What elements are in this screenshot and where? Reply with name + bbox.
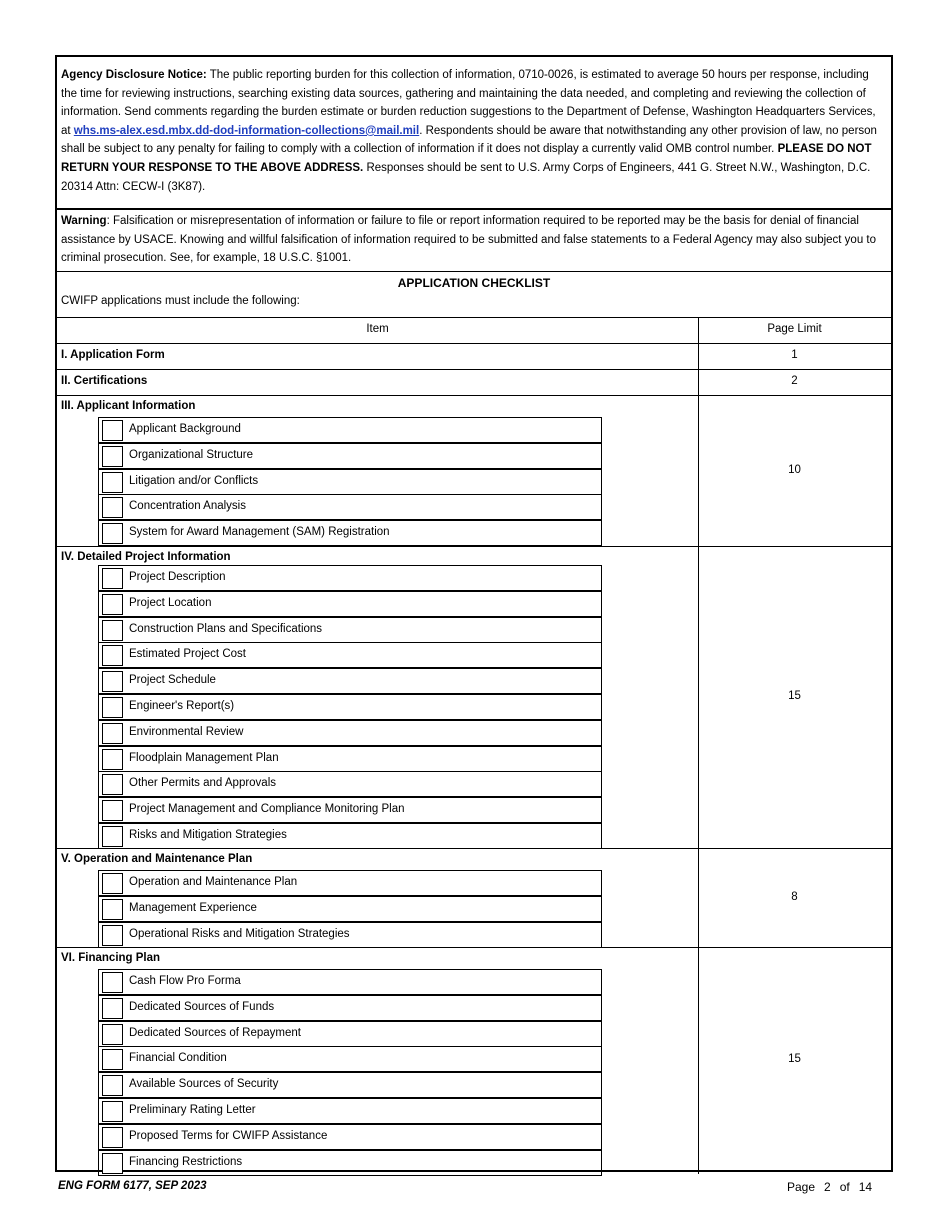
checklist-section <box>57 849 891 948</box>
checklist-item-label: Concentration Analysis <box>129 500 246 512</box>
checklist-item-label: Project Description <box>129 571 226 583</box>
checklist-item <box>98 797 602 823</box>
checklist-item <box>98 642 602 668</box>
checklist-item-label: System for Award Management (SAM) Registration <box>129 526 390 538</box>
checklist-item <box>98 896 602 922</box>
checklist-item <box>98 565 602 591</box>
checklist-checkbox[interactable] <box>102 420 123 441</box>
checklist-checkbox[interactable] <box>102 1101 123 1122</box>
checklist-item-label: Engineer's Report(s) <box>129 700 235 712</box>
checklist-checkbox[interactable] <box>102 523 123 544</box>
column-header-page-limit: Page Limit <box>767 323 822 335</box>
page-current: 2 <box>824 1180 831 1194</box>
checklist-item <box>98 995 602 1021</box>
checklist-item <box>98 1124 602 1150</box>
checklist-item-label: Available Sources of Security <box>129 1078 279 1090</box>
checklist-checkbox[interactable] <box>102 697 123 718</box>
checklist-item <box>98 969 602 995</box>
checklist-section <box>57 396 891 547</box>
checklist-item-label: Litigation and/or Conflicts <box>129 475 259 487</box>
checklist-item-label: Project Schedule <box>129 674 216 686</box>
checklist-checkbox[interactable] <box>102 446 123 467</box>
section-page-limit: 8 <box>791 890 798 903</box>
checklist-section <box>57 344 891 370</box>
checklist-checkbox[interactable] <box>102 594 123 615</box>
section-page-limit: 2 <box>791 375 798 387</box>
page-of-label: of <box>839 1180 850 1194</box>
notice-text-2: . Respondents should be aware that notwithstanding any other provision of law, no person shall be subject to any penalty for failing to comply with a collection of information if it does not display a currently valid OMB control number. <box>61 124 877 156</box>
checklist-item-label: Operation and Maintenance Plan <box>129 876 298 888</box>
checklist-item <box>98 1021 602 1047</box>
checklist-item <box>98 746 602 772</box>
checklist-section <box>57 948 891 1174</box>
checklist-checkbox[interactable] <box>102 749 123 770</box>
section-page-limit: 15 <box>788 1053 801 1065</box>
notice-text-3: Responses should be sent to U.S. Army Corps of Engineers, 441 G. Street N.W., Washington, D.C. 20314 Attn: CECW-I (3K87). <box>61 161 871 193</box>
checklist-checkbox[interactable] <box>102 826 123 847</box>
section-title: V. Operation and Maintenance Plan <box>61 853 253 865</box>
checklist-item-label: Financial Condition <box>129 1052 227 1064</box>
checklist-item <box>98 922 602 948</box>
checklist-item-label: Organizational Structure <box>129 449 254 461</box>
checklist-checkbox[interactable] <box>102 568 123 589</box>
form-identifier: ENG FORM 6177, SEP 2023 <box>58 1180 207 1192</box>
checklist-item <box>98 771 602 797</box>
section-title: I. Application Form <box>61 349 165 361</box>
checklist-item-label: Management Experience <box>129 902 257 914</box>
checklist-item-label: Cash Flow Pro Forma <box>129 975 241 987</box>
checklist-checkbox[interactable] <box>102 998 123 1019</box>
section-title: VI. Financing Plan <box>61 952 161 964</box>
checklist-item <box>98 1046 602 1072</box>
checklist-item <box>98 591 602 617</box>
section-title: IV. Detailed Project Information <box>61 551 231 563</box>
checklist-checkbox[interactable] <box>102 800 123 821</box>
notice-text-1: The public reporting burden for this collection of information, 0710-0026, is estimated to average 50 hours per response, including the time for reviewing instructions, searching existing data sources, gathering and maintaining the data needed, and completing and reviewing the collection of information. Send comments regarding the burden estimate or burden reduction suggestions to the Department of Defense, Washington Headquarters Services, at <box>61 69 876 137</box>
page-total: 14 <box>858 1180 873 1194</box>
checklist-item-label: Dedicated Sources of Repayment <box>129 1027 301 1039</box>
checklist-checkbox[interactable] <box>102 1049 123 1070</box>
checklist-section <box>57 370 891 396</box>
checklist-item <box>98 617 602 643</box>
checklist-checkbox[interactable] <box>102 645 123 666</box>
section-title: II. Certifications <box>61 375 148 387</box>
checklist-item <box>98 720 602 746</box>
checklist-item <box>98 443 602 469</box>
checklist-checkbox[interactable] <box>102 723 123 744</box>
checklist-item-label: Financing Restrictions <box>129 1156 243 1168</box>
checklist-item <box>98 1072 602 1098</box>
checklist-section <box>57 547 891 849</box>
checklist-item <box>98 417 602 443</box>
checklist-item <box>98 520 602 546</box>
checklist-item <box>98 668 602 694</box>
email-link[interactable]: whs.ms-alex.esd.mbx.dd-dod-information-collections@mail.mil <box>73 124 420 137</box>
checklist-item-label: Other Permits and Approvals <box>129 777 277 789</box>
checklist-item-label: Proposed Terms for CWIFP Assistance <box>129 1130 328 1142</box>
checklist-item-label: Construction Plans and Specifications <box>129 623 323 635</box>
checklist-subtitle: CWIFP applications must include the following: <box>61 295 300 307</box>
checklist-item-label: Operational Risks and Mitigation Strategies <box>129 928 350 940</box>
checklist-checkbox[interactable] <box>102 1024 123 1045</box>
checklist-checkbox[interactable] <box>102 1153 123 1174</box>
application-form <box>55 55 893 1172</box>
checklist-item <box>98 494 602 520</box>
checklist-checkbox[interactable] <box>102 620 123 641</box>
checklist-checkbox[interactable] <box>102 1075 123 1096</box>
checklist-item <box>98 823 602 849</box>
page-label: Page <box>787 1180 816 1194</box>
checklist-item <box>98 870 602 896</box>
checklist-item-label: Estimated Project Cost <box>129 648 246 660</box>
section-page-limit: 1 <box>791 349 798 361</box>
checklist-item-label: Dedicated Sources of Funds <box>129 1001 275 1013</box>
checklist-item-label: Preliminary Rating Letter <box>129 1104 256 1116</box>
checklist-item <box>98 1098 602 1124</box>
checklist-checkbox[interactable] <box>102 873 123 894</box>
warning-text: : Falsification or misrepresentation of information or failure to file or report information required to be reported may be the basis for denial of financial assistance by USACE. Knowing and willful falsification of information required to be submitted and false statements to a Federal Agency may also subject you to criminal prosecution. See, for example, 18 U.S.C. §1001. <box>61 215 877 265</box>
column-header-item: Item <box>366 323 389 335</box>
notice-bold-warning: PLEASE DO NOT RETURN YOUR RESPONSE TO THE ABOVE ADDRESS. <box>61 143 872 174</box>
checklist-checkbox[interactable] <box>102 1127 123 1148</box>
page-indicator <box>787 1180 881 1194</box>
checklist-checkbox[interactable] <box>102 497 123 518</box>
notice-label: Agency Disclosure Notice: <box>61 69 207 81</box>
checklist-item-label: Environmental Review <box>129 726 244 738</box>
checklist-header <box>57 272 891 318</box>
checklist-title: APPLICATION CHECKLIST <box>397 276 551 290</box>
checklist-checkbox[interactable] <box>102 972 123 993</box>
checklist-item-label: Applicant Background <box>129 423 241 435</box>
section-page-limit: 15 <box>788 690 801 702</box>
warning-label: Warning <box>61 215 107 227</box>
checklist-checkbox[interactable] <box>102 472 123 493</box>
agency-disclosure-notice <box>57 57 891 210</box>
checklist-item-label: Risks and Mitigation Strategies <box>129 829 287 841</box>
checklist-item-label: Project Management and Compliance Monitoring Plan <box>129 803 405 815</box>
checklist-checkbox[interactable] <box>102 774 123 795</box>
warning-notice <box>57 210 891 272</box>
checklist-checkbox[interactable] <box>102 925 123 946</box>
checklist-item-label: Floodplain Management Plan <box>129 752 279 764</box>
checklist-checkbox[interactable] <box>102 671 123 692</box>
section-page-limit: 10 <box>788 463 801 476</box>
checklist-item <box>98 1150 602 1176</box>
checklist-item-label: Project Location <box>129 597 212 609</box>
checklist-checkbox[interactable] <box>102 899 123 920</box>
checklist-item <box>98 694 602 720</box>
checklist-column-headers <box>57 318 891 344</box>
section-title: III. Applicant Information <box>61 400 196 412</box>
checklist-item <box>98 469 602 495</box>
